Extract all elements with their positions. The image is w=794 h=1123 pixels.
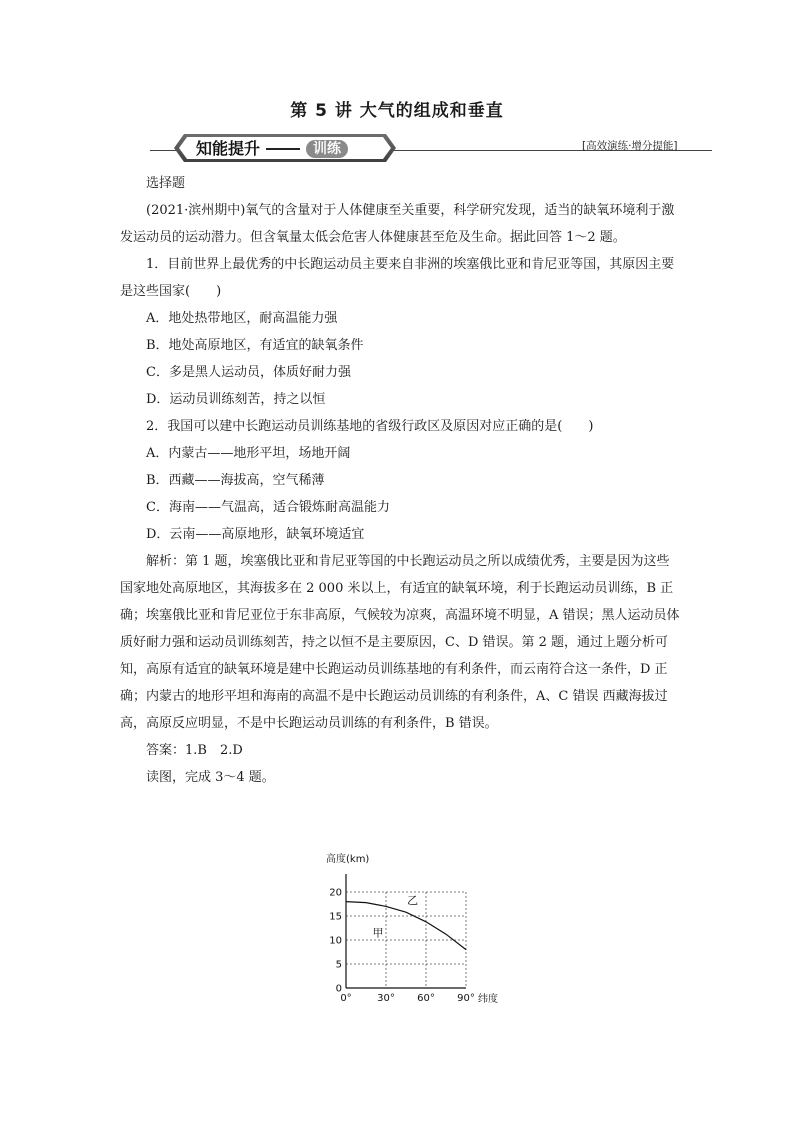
x-tick-label: 30° [377, 993, 395, 1004]
question-1-option-b: B．地处高原地区，有适宜的缺氧条件 [146, 338, 364, 353]
page-title: 第 5 讲 大气的组成和垂直 [290, 101, 504, 121]
question-2-option-a: A．内蒙古——地形平坦，场地开阔 [146, 446, 351, 461]
section-label: 选择题 [146, 176, 186, 191]
y-tick-label: 10 [329, 935, 342, 947]
question-2-option-b: B．西藏——海拔高，空气稀薄 [146, 473, 325, 488]
banner-badge: 训练 [306, 140, 348, 158]
chart-ticks [329, 888, 475, 1005]
banner-tag: [高效演练·增分提能] [582, 140, 678, 152]
tropopause-height-chart [318, 848, 518, 1010]
region-label: 乙 [407, 894, 419, 907]
y-tick-label: 15 [329, 911, 342, 923]
answer-text: 答案：1.B 2.D [146, 743, 243, 758]
chart-annotations [373, 894, 419, 940]
x-tick-label: 60° [417, 993, 435, 1004]
region-label: 甲 [372, 926, 384, 940]
x-axis-label: 纬度 [478, 994, 498, 1005]
question-1-option-d: D．运动员训练刻苦，持之以恒 [146, 392, 326, 407]
question-1-option-a: A．地处热带地区，耐高温能力强 [146, 311, 338, 326]
section-banner [196, 139, 348, 159]
y-tick-label: 20 [329, 887, 342, 899]
x-tick-label: 90° [457, 993, 475, 1004]
chart-svg [318, 848, 518, 1010]
y-axis-label: 高度(km) [326, 854, 370, 865]
tropopause-curve [346, 902, 466, 950]
question-2-stem: 2．我国可以建中长跑运动员训练基地的省级行政区及原因对应正确的是( ) [146, 419, 594, 434]
chart-axes [326, 852, 498, 1005]
chart-grid [346, 892, 466, 988]
banner-main-text: 知能提升 [196, 139, 261, 158]
question-1-stem: 1．目前世界上最优秀的中长跑运动员主要来自非洲的埃塞俄比亚和肯尼亚等国，其原因主要是这些国家( ) [120, 257, 675, 299]
question-1-option-c: C．多是黑人运动员，体质好耐力强 [146, 365, 351, 380]
question-2-option-c: C．海南——气温高，适合锻炼耐高温能力 [146, 500, 390, 515]
document-body [120, 170, 680, 791]
banner-dash [266, 148, 300, 150]
question-2-option-d: D．云南——高原地形，缺氧环境适宜 [146, 527, 365, 542]
x-tick-label: 0° [340, 993, 352, 1004]
y-tick-label: 5 [335, 959, 342, 971]
read-figure-prompt: 读图，完成 3～4 题。 [146, 770, 275, 785]
material-intro: (2021·滨州期中)氧气的含量对于人体健康至关重要，科学研究发现，适当的缺氧环境利于激发运动员的运动潜力。但含氧量太低会危害人体健康甚至危及生命。据此回答 1～2 题。 [120, 203, 675, 245]
y-tick-label: 0 [335, 983, 342, 995]
analysis-text: 解析：第 1 题，埃塞俄比亚和肯尼亚等国的中长跑运动员之所以成绩优秀，主要是因为这些国家地处高原地区，其海拔多在 2 000 米以上，有适宜的缺氧环境，利于长跑运动员训练，B 正确；埃塞俄比亚和肯尼亚位于东非高原，气候较为凉爽，高温环境不明显，A 错误；黑人运动员体质好耐力强和运动员训练刻苦，持之以恒不是主要原因，C、D 错误。第 2 题，通过上题分析可知，高原有适宜的缺氧环境是建中长跑运动员训练基地的有利条件，而云南符合这一条件，D 正确；内蒙古的地形平坦和海南的高温不是中长跑运动员训练的有利条件，A、C 错误 西藏海拔过高，高原反应明显，不是中长跑运动员训练的有利条件，B 错误。 [120, 554, 680, 731]
